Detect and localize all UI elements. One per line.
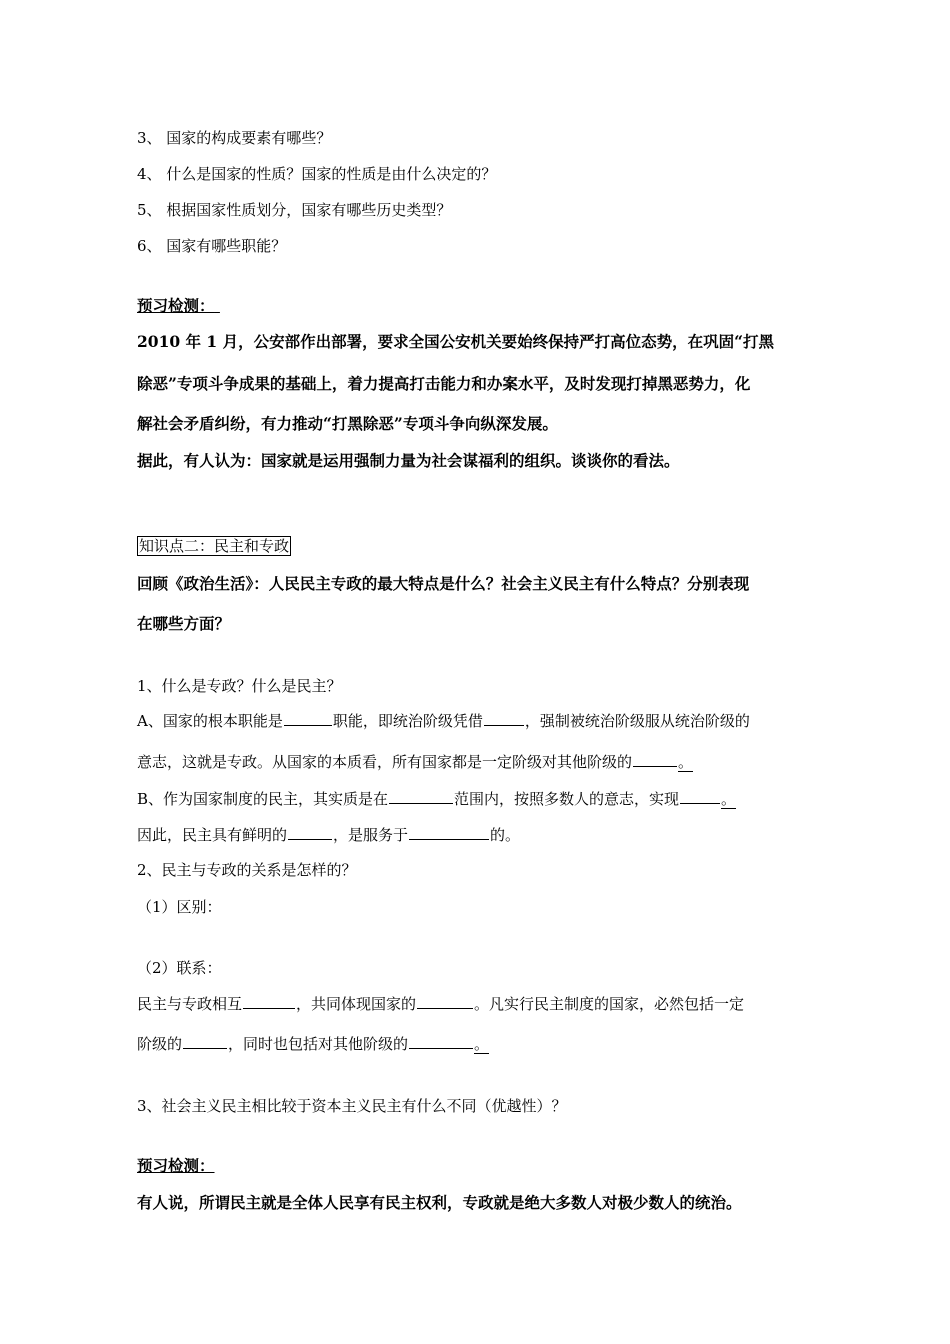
answer-b-line-2: 因此，民主具有鲜明的 ，是服务于 的。 — [137, 826, 521, 844]
question-6: 6、 国家有哪些职能？ — [137, 237, 287, 255]
preview-check-heading-1 — [137, 296, 220, 316]
check1-question: 据此，有人认为：国家就是运用强制力量为社会谋福利的组织。谈谈你的看法。 — [137, 451, 680, 470]
answer-b-line-1: B、作为国家制度的民主，其实质是在 范围内，按照多数人的意志，实现 。 — [137, 790, 737, 808]
answer-a-line-2: 意志，这就是专政。从国家的本质看，所有国家都是一定阶级对其他阶级的 。 — [137, 753, 694, 771]
question-1-democracy: 1、什么是专政？什么是民主？ — [137, 677, 342, 695]
check1-para-line-3: 解社会矛盾纠纷，有力推动“打黑除恶”专项斗争向纵深发展。 — [137, 414, 558, 433]
heading-text: 预习检测： — [137, 1156, 215, 1175]
fill-blank[interactable] — [633, 752, 677, 767]
connection-label: （2）联系： — [137, 959, 222, 977]
answer-c-line-1: 民主与专政相互 ，共同体现国家的 。凡实行民主制度的国家，必然包括一定 — [137, 995, 745, 1013]
question-3: 3、 国家的构成要素有哪些？ — [137, 129, 332, 147]
check1-para-line-1: 2010 年 1 月，公安部作出部署，要求全国公安机关要始终保持严打高位态势，在巩固“打黑 — [137, 332, 775, 351]
answer-c-line-2: 阶级的 ，同时也包括对其他阶级的 。 — [137, 1035, 490, 1053]
heading-text: 预习检测： — [137, 296, 215, 315]
fill-blank[interactable] — [409, 1034, 473, 1049]
question-3-superiority: 3、社会主义民主相比较于资本主义民主有什么不同（优越性）？ — [137, 1097, 567, 1115]
fill-blank[interactable] — [389, 789, 453, 804]
fill-blank[interactable] — [243, 994, 295, 1009]
fill-blank[interactable] — [680, 789, 720, 804]
review-line-2: 在哪些方面？ — [137, 614, 231, 633]
check1-para-line-2: 除恶”专项斗争成果的基础上，着力提高打击能力和办案水平，及时发现打掉黑恶势力，化 — [137, 374, 751, 393]
question-4: 4、 什么是国家的性质？国家的性质是由什么决定的？ — [137, 165, 497, 183]
fill-blank[interactable] — [284, 711, 332, 726]
difference-label: （1）区别： — [137, 898, 222, 916]
question-5: 5、 根据国家性质划分，国家有哪些历史类型？ — [137, 201, 452, 219]
fill-blank[interactable] — [183, 1034, 227, 1049]
review-line-1: 回顾《政治生活》：人民民主专政的最大特点是什么？社会主义民主有什么特点？分别表现 — [137, 574, 750, 593]
question-2-relation: 2、民主与专政的关系是怎样的？ — [137, 861, 357, 879]
section2-title — [137, 536, 291, 556]
fill-blank[interactable] — [484, 711, 524, 726]
section2-title-text: 知识点二：民主和专政 — [139, 537, 290, 555]
fill-blank[interactable] — [409, 825, 489, 840]
fill-blank[interactable] — [417, 994, 473, 1009]
check2-para: 有人说，所谓民主就是全体人民享有民主权利，专政就是绝大多数人对极少数人的统治。 — [137, 1193, 742, 1212]
fill-blank[interactable] — [288, 825, 332, 840]
answer-a-line-1: A、国家的根本职能是 职能，即统治阶级凭借 ，强制被统治阶级服从统治阶级的 — [137, 712, 750, 730]
preview-check-heading-2 — [137, 1156, 215, 1176]
